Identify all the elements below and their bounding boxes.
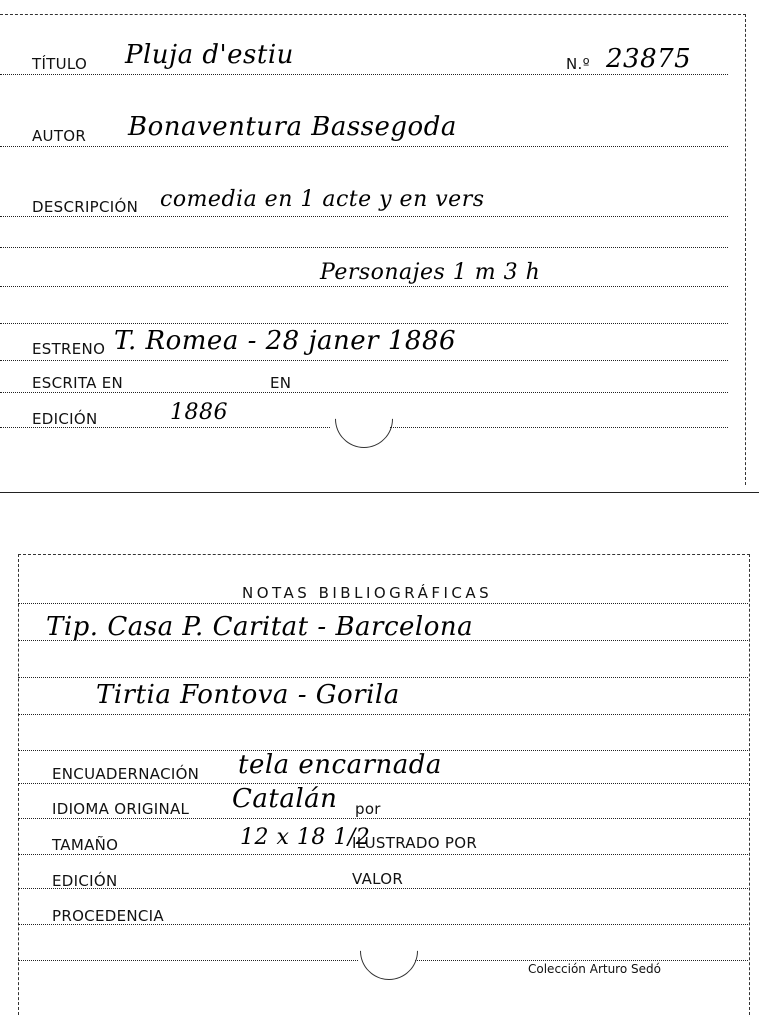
rule: [0, 360, 728, 361]
rule: [18, 677, 748, 678]
idioma-value: Catalán: [232, 784, 338, 814]
estreno-label: ESTRENO: [32, 340, 106, 358]
ilustrado-label: ILUSTRADO POR: [352, 834, 478, 852]
rule: [0, 323, 728, 324]
note-line-1: Tip. Casa P. Caritat - Barcelona: [46, 612, 474, 642]
en-label: EN: [270, 374, 292, 392]
encuadernacion-value: tela encarnada: [238, 750, 442, 780]
rule: [18, 783, 748, 784]
autor-label: AUTOR: [32, 127, 87, 145]
catalog-card-back: [0, 540, 759, 1028]
autor-value: Bonaventura Bassegoda: [128, 112, 457, 142]
escrita-en-label: ESCRITA EN: [32, 374, 124, 392]
rule: [18, 714, 748, 715]
edicion-label: EDICIÓN: [32, 410, 98, 428]
notas-heading: NOTAS BIBLIOGRÁFICAS: [242, 584, 493, 602]
rule: [415, 960, 748, 961]
numero-value: 23875: [606, 44, 692, 74]
rule: [18, 818, 748, 819]
rule: [0, 74, 728, 75]
titulo-label: TÍTULO: [32, 55, 88, 73]
rule: [18, 960, 358, 961]
card-separator: [0, 492, 759, 493]
descripcion-value: comedia en 1 acte y en vers: [160, 187, 485, 212]
descripcion-label: DESCRIPCIÓN: [32, 198, 139, 216]
numero-label: N.º: [566, 55, 590, 73]
rule: [18, 888, 748, 889]
descripcion-value-2: Personajes 1 m 3 h: [320, 260, 541, 285]
rule: [0, 286, 728, 287]
rule: [390, 427, 728, 428]
encuadernacion-label: ENCUADERNACIÓN: [52, 765, 200, 783]
tamano-label: TAMAÑO: [52, 836, 119, 854]
rule: [18, 854, 748, 855]
rule: [18, 640, 748, 641]
rule: [0, 427, 330, 428]
rule: [0, 247, 728, 248]
procedencia-label: PROCEDENCIA: [52, 907, 164, 925]
edicion-label: EDICIÓN: [52, 872, 118, 890]
rule: [0, 146, 728, 147]
valor-label: VALOR: [352, 870, 404, 888]
note-line-2: Tirtia Fontova - Gorila: [96, 680, 400, 710]
collection-credit: Colección Arturo Sedó: [528, 962, 661, 976]
rule: [0, 216, 728, 217]
estreno-value: T. Romea - 28 janer 1886: [114, 326, 457, 356]
idioma-label: IDIOMA ORIGINAL: [52, 800, 190, 818]
tamano-value: 12 x 18 1/2: [240, 825, 371, 850]
rule: [18, 603, 748, 604]
por-label: por: [355, 800, 381, 818]
edicion-value: 1886: [170, 400, 228, 425]
catalog-card-front: [0, 0, 759, 495]
titulo-value: Pluja d'estiu: [125, 40, 294, 70]
